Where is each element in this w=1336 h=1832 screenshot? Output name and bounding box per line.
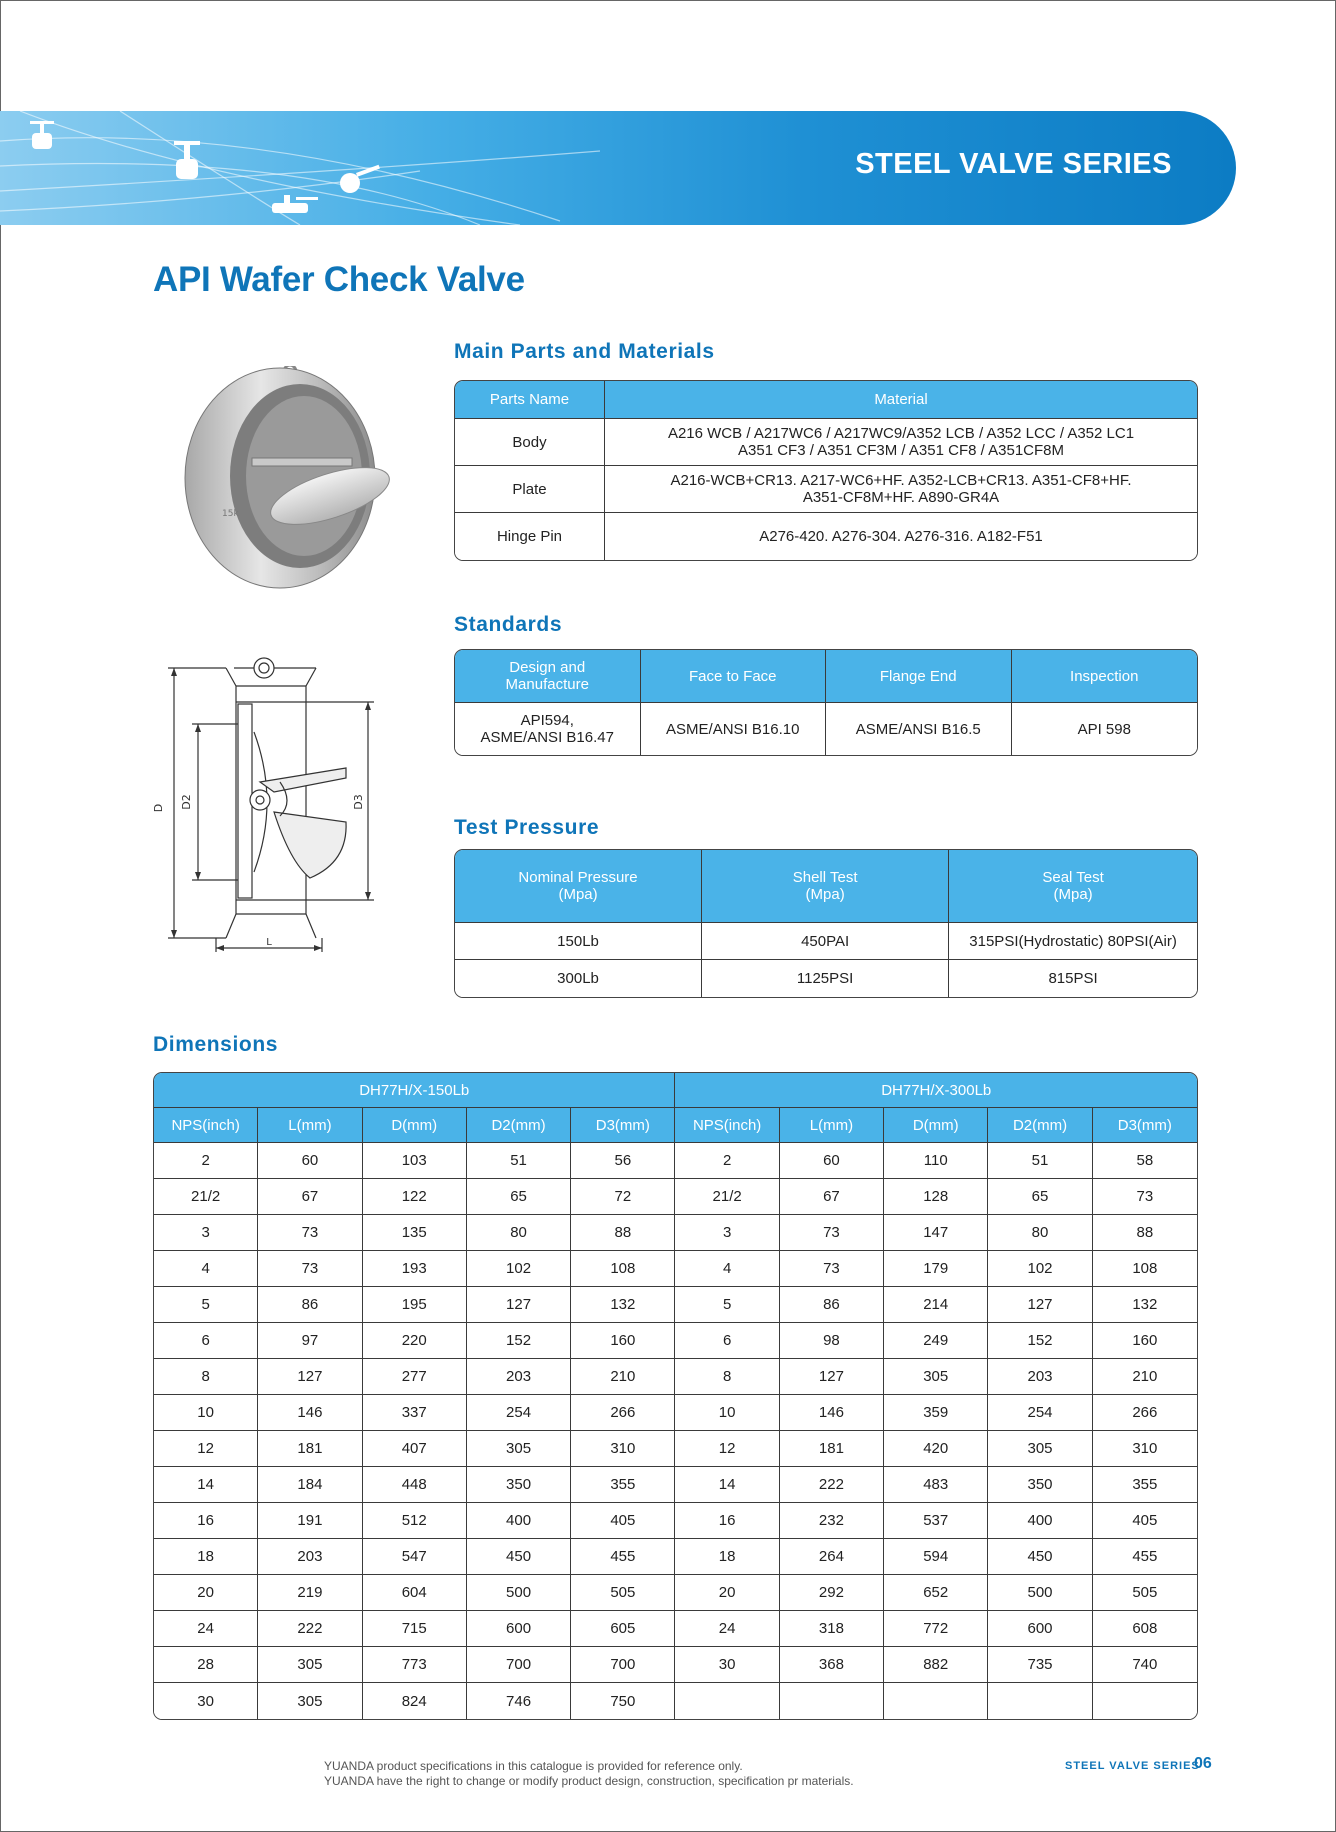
dimension-cell: 232 [780,1503,884,1539]
group-header-300lb: DH77H/X-300Lb [675,1073,1197,1108]
dimension-cell: 219 [258,1575,362,1611]
dimension-cell: 420 [884,1431,988,1467]
dimension-cell: 12 [675,1431,779,1467]
dimension-cell: 266 [571,1395,675,1431]
dimension-cell: 16 [675,1503,779,1539]
dimension-cell: 505 [1093,1575,1197,1611]
dimension-label-d2: D2 [180,794,193,810]
dimensions-section-title: Dimensions [153,1033,279,1056]
dimension-cell: 30 [154,1683,258,1719]
valve-photo [170,366,410,596]
dimension-cell [675,1683,779,1719]
column-header: L(mm) [780,1108,884,1143]
standard-inspection: API 598 [1012,703,1198,755]
dimension-cell: 195 [363,1287,467,1323]
table-row [154,1431,1197,1467]
dimension-cell: 772 [884,1611,988,1647]
standard-flange-end: ASME/ANSI B16.5 [826,703,1012,755]
table-row [154,1575,1197,1611]
dimension-cell: 193 [363,1251,467,1287]
dimension-cell: 450 [988,1539,1092,1575]
table-row [455,513,1197,560]
material-value: A276-420. A276-304. A276-316. A182-F51 [605,513,1197,560]
table-row [455,466,1197,513]
test-pressure-section-title: Test Pressure [454,816,600,839]
dimension-cell: 355 [571,1467,675,1503]
column-header: D2(mm) [988,1108,1092,1143]
test-pressure-table [454,849,1198,998]
dimension-cell: 181 [258,1431,362,1467]
dimension-cell [780,1683,884,1719]
column-header: D(mm) [884,1108,988,1143]
dimension-cell: 88 [1093,1215,1197,1251]
dimension-cell: 18 [154,1539,258,1575]
table-row [455,923,1197,960]
dimension-cell: 337 [363,1395,467,1431]
dimension-cell: 103 [363,1143,467,1179]
dimension-cell: 122 [363,1179,467,1215]
dimension-cell: 146 [780,1395,884,1431]
dimension-cell: 249 [884,1323,988,1359]
shell-test-value: 1125PSI [702,960,949,997]
dimension-cell: 735 [988,1647,1092,1683]
dimension-cell: 500 [988,1575,1092,1611]
dimension-cell: 60 [258,1143,362,1179]
dimension-cell: 600 [988,1611,1092,1647]
dimension-cell: 455 [1093,1539,1197,1575]
dimension-label-l: L [266,937,272,948]
dimension-cell: 24 [154,1611,258,1647]
table-row [154,1179,1197,1215]
dimension-cell: 5 [675,1287,779,1323]
dimension-cell: 715 [363,1611,467,1647]
dimension-cell: 128 [884,1179,988,1215]
dimension-cell: 6 [675,1323,779,1359]
dimension-cell: 184 [258,1467,362,1503]
dimension-cell: 2 [675,1143,779,1179]
dimension-cell: 24 [675,1611,779,1647]
table-row [154,1503,1197,1539]
dimension-cell: 8 [675,1359,779,1395]
dimension-cell [988,1683,1092,1719]
footer-series-label: STEEL VALVE SERIES [1065,1760,1200,1772]
dimension-cell: 146 [258,1395,362,1431]
dimension-cell: 127 [467,1287,571,1323]
standards-table [454,649,1198,756]
table-row [154,1215,1197,1251]
dimension-cell: 88 [571,1215,675,1251]
dimension-cell: 2 [154,1143,258,1179]
material-value: A216 WCB / A217WC6 / A217WC9/A352 LCB / A352 LCC / A352 LC1 A351 CF3 / A351 CF3M / A351 CF8 / A351CF8M [605,419,1197,466]
dimension-cell: 21/2 [154,1179,258,1215]
dimension-cell: 310 [571,1431,675,1467]
dimension-cell: 80 [988,1215,1092,1251]
table-row [154,1287,1197,1323]
dimension-cell: 254 [988,1395,1092,1431]
dimension-cell: 73 [780,1251,884,1287]
dimension-cell: 203 [988,1359,1092,1395]
dimension-cell: 51 [988,1143,1092,1179]
dimension-cell: 16 [154,1503,258,1539]
dimension-cell: 65 [467,1179,571,1215]
table-row [154,1647,1197,1683]
dimension-cell: 98 [780,1323,884,1359]
dimension-cell: 73 [258,1251,362,1287]
dimension-cell: 455 [571,1539,675,1575]
materials-header-material: Material [605,381,1197,419]
dimension-cell: 214 [884,1287,988,1323]
dimension-cell: 12 [154,1431,258,1467]
dimension-cell: 65 [988,1179,1092,1215]
dimension-cell: 824 [363,1683,467,1719]
dimension-cell: 222 [258,1611,362,1647]
dimension-cell: 750 [571,1683,675,1719]
dimension-cell: 10 [675,1395,779,1431]
dimension-cell: 58 [1093,1143,1197,1179]
dimension-cell: 604 [363,1575,467,1611]
dimension-cell: 86 [780,1287,884,1323]
dimension-cell: 266 [1093,1395,1197,1431]
dimension-cell: 505 [571,1575,675,1611]
dimension-cell: 80 [467,1215,571,1251]
dimension-cell: 14 [675,1467,779,1503]
dimension-cell: 14 [154,1467,258,1503]
dimension-cell: 220 [363,1323,467,1359]
test-pressure-header-row [455,850,1197,923]
dimension-cell [884,1683,988,1719]
standards-header-face-to-face: Face to Face [641,650,827,703]
dimension-cell: 4 [675,1251,779,1287]
dimension-cell: 6 [154,1323,258,1359]
dimension-cell: 152 [988,1323,1092,1359]
dimension-cell: 108 [571,1251,675,1287]
dimension-cell: 368 [780,1647,884,1683]
dimension-cell: 60 [780,1143,884,1179]
svg-text:15k: 15k [222,509,239,519]
dimension-cell: 264 [780,1539,884,1575]
table-row [154,1143,1197,1179]
valve-dimension-drawing [150,652,390,962]
dimension-cell: 67 [258,1179,362,1215]
dimension-cell: 700 [571,1647,675,1683]
column-header: D(mm) [363,1108,467,1143]
dimension-cell: 8 [154,1359,258,1395]
dimension-cell: 210 [571,1359,675,1395]
dimensions-table [153,1072,1198,1720]
column-header: D3(mm) [571,1108,675,1143]
dimension-cell: 740 [1093,1647,1197,1683]
dimension-cell: 135 [363,1215,467,1251]
dimension-cell: 181 [780,1431,884,1467]
table-row [154,1323,1197,1359]
dimension-cell: 512 [363,1503,467,1539]
dimension-cell: 350 [988,1467,1092,1503]
part-name: Body [455,419,605,466]
column-header: NPS(inch) [154,1108,258,1143]
dimension-cell: 108 [1093,1251,1197,1287]
dimension-cell: 203 [258,1539,362,1575]
dimension-cell: 305 [884,1359,988,1395]
part-name: Plate [455,466,605,513]
dimension-cell: 882 [884,1647,988,1683]
footer-disclaimer: YUANDA product specifications in this catalogue is provided for reference only. YUANDA have the right to change or modify product design, construction, specification pr materials. [324,1759,854,1788]
dimension-cell: 179 [884,1251,988,1287]
dimension-cell: 3 [154,1215,258,1251]
material-value: A216-WCB+CR13. A217-WC6+HF. A352-LCB+CR13. A351-CF8+HF. A351-CF8M+HF. A890-GR4A [605,466,1197,513]
dimension-cell: 547 [363,1539,467,1575]
materials-section-title: Main Parts and Materials [454,340,715,363]
dimension-cell: 254 [467,1395,571,1431]
dimension-cell: 210 [1093,1359,1197,1395]
dimension-cell: 147 [884,1215,988,1251]
standard-design: API594, ASME/ANSI B16.47 [455,703,641,755]
header-shell-test: Shell Test (Mpa) [702,850,949,923]
dimension-cell: 448 [363,1467,467,1503]
dimension-cell: 21/2 [675,1179,779,1215]
dimension-cell: 405 [1093,1503,1197,1539]
dimension-cell: 203 [467,1359,571,1395]
dimension-cell: 318 [780,1611,884,1647]
dimension-cell: 600 [467,1611,571,1647]
dimension-cell: 407 [363,1431,467,1467]
dimension-cell: 30 [675,1647,779,1683]
dimension-cell: 537 [884,1503,988,1539]
dimension-cell: 400 [988,1503,1092,1539]
seal-test-value: 315PSI(Hydrostatic) 80PSI(Air) [949,923,1197,960]
dimension-cell: 605 [571,1611,675,1647]
dimension-cell: 305 [258,1647,362,1683]
dimension-cell: 652 [884,1575,988,1611]
dimension-cell: 292 [780,1575,884,1611]
column-header: D2(mm) [467,1108,571,1143]
header-nominal-pressure: Nominal Pressure (Mpa) [455,850,702,923]
dimension-cell: 127 [780,1359,884,1395]
materials-header-row [455,381,1197,419]
standards-header-inspection: Inspection [1012,650,1198,703]
dimension-cell [1093,1683,1197,1719]
dimension-cell: 102 [988,1251,1092,1287]
standard-face-to-face: ASME/ANSI B16.10 [641,703,827,755]
dimension-cell: 67 [780,1179,884,1215]
dimension-cell: 73 [258,1215,362,1251]
dimension-cell: 5 [154,1287,258,1323]
dimension-cell: 51 [467,1143,571,1179]
standards-header-flange-end: Flange End [826,650,1012,703]
table-row [154,1359,1197,1395]
dimension-cell: 132 [571,1287,675,1323]
header-seal-test: Seal Test (Mpa) [949,850,1197,923]
standards-section-title: Standards [454,613,563,636]
nominal-pressure-value: 300Lb [455,960,702,997]
dimension-cell: 191 [258,1503,362,1539]
standards-header-row [455,650,1197,703]
part-name: Hinge Pin [455,513,605,560]
dimension-cell: 73 [780,1215,884,1251]
dimension-cell: 73 [1093,1179,1197,1215]
table-row [455,960,1197,997]
dimension-label-d3: D3 [352,794,365,810]
dimension-cell: 700 [467,1647,571,1683]
dimension-cell: 18 [675,1539,779,1575]
dimension-cell: 160 [571,1323,675,1359]
dimension-cell: 483 [884,1467,988,1503]
dimension-cell: 450 [467,1539,571,1575]
dimension-cell: 110 [884,1143,988,1179]
dimension-cell: 746 [467,1683,571,1719]
dimensions-group-row [154,1073,1197,1108]
materials-header-part: Parts Name [455,381,605,419]
shell-test-value: 450PAI [702,923,949,960]
dimension-cell: 359 [884,1395,988,1431]
table-row [455,703,1197,755]
table-row [154,1611,1197,1647]
materials-table [454,380,1198,561]
column-header: L(mm) [258,1108,362,1143]
dimension-cell: 222 [780,1467,884,1503]
column-header: NPS(inch) [675,1108,779,1143]
banner-series-title: STEEL VALVE SERIES [855,148,1172,180]
dimension-cell: 4 [154,1251,258,1287]
table-row [154,1395,1197,1431]
dimension-cell: 152 [467,1323,571,1359]
dimension-cell: 305 [467,1431,571,1467]
dimension-cell: 86 [258,1287,362,1323]
dimension-cell: 20 [675,1575,779,1611]
table-row [154,1683,1197,1719]
dimension-cell: 10 [154,1395,258,1431]
dimension-cell: 132 [1093,1287,1197,1323]
dimension-cell: 500 [467,1575,571,1611]
dimension-cell: 350 [467,1467,571,1503]
dimension-cell: 97 [258,1323,362,1359]
dimension-cell: 56 [571,1143,675,1179]
standards-header-design: Design and Manufacture [455,650,641,703]
dimension-cell: 127 [988,1287,1092,1323]
column-header: D3(mm) [1093,1108,1197,1143]
dimension-cell: 773 [363,1647,467,1683]
table-row [455,419,1197,466]
dimension-cell: 310 [1093,1431,1197,1467]
dimension-cell: 305 [988,1431,1092,1467]
dimension-cell: 355 [1093,1467,1197,1503]
page-number: 06 [1194,1755,1212,1772]
dimension-cell: 277 [363,1359,467,1395]
nominal-pressure-value: 150Lb [455,923,702,960]
header-banner [0,111,1236,225]
dimension-cell: 3 [675,1215,779,1251]
table-row [154,1467,1197,1503]
dimension-cell: 160 [1093,1323,1197,1359]
dimension-cell: 72 [571,1179,675,1215]
seal-test-value: 815PSI [949,960,1197,997]
dimension-cell: 102 [467,1251,571,1287]
dimension-cell: 20 [154,1575,258,1611]
page-title: API Wafer Check Valve [153,260,525,299]
group-header-150lb: DH77H/X-150Lb [154,1073,675,1108]
dimension-cell: 594 [884,1539,988,1575]
dimension-cell: 127 [258,1359,362,1395]
dimension-cell: 305 [258,1683,362,1719]
dimension-label-d: D [152,803,165,813]
dimension-cell: 400 [467,1503,571,1539]
dimensions-column-row [154,1108,1197,1143]
dimension-cell: 28 [154,1647,258,1683]
table-row [154,1251,1197,1287]
table-row [154,1539,1197,1575]
dimension-cell: 608 [1093,1611,1197,1647]
dimension-cell: 405 [571,1503,675,1539]
